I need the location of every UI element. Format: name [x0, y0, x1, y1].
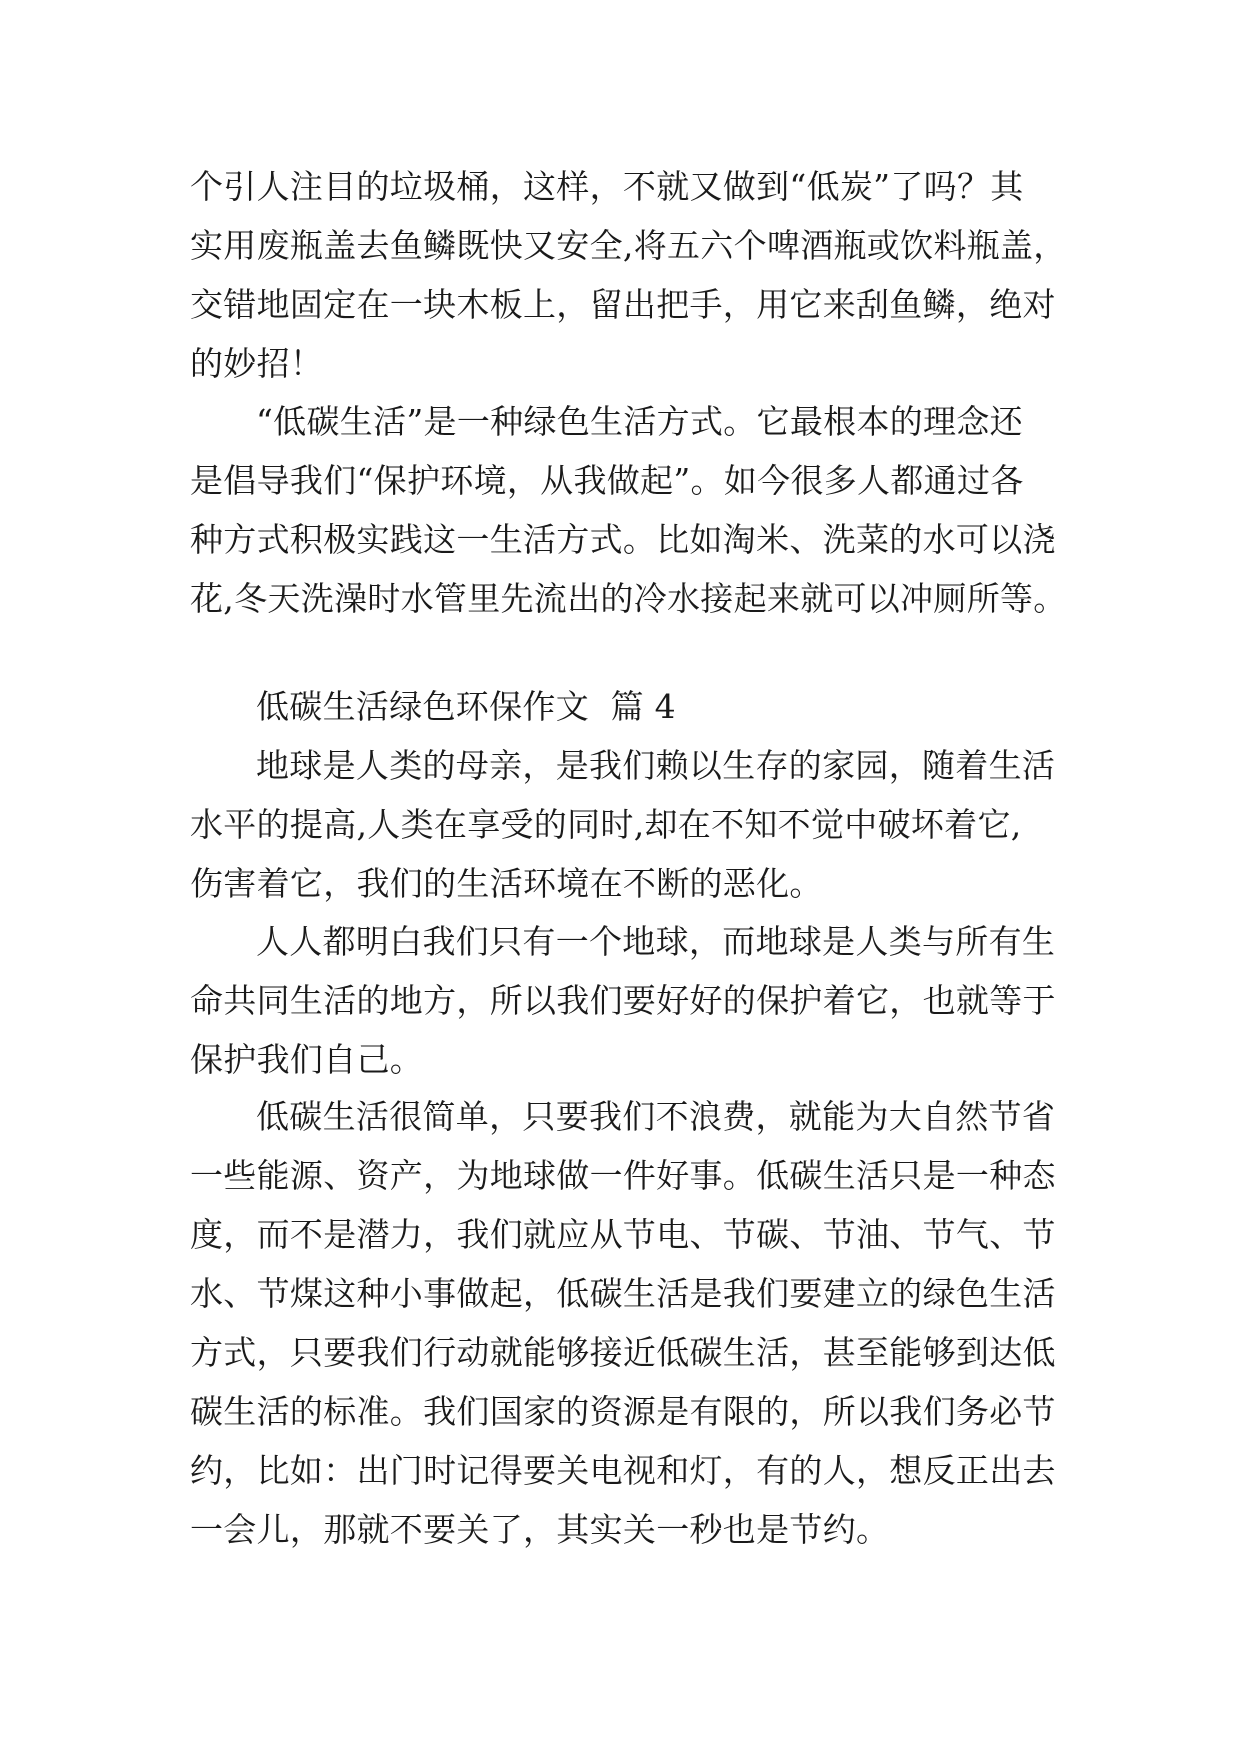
text-line: 水、节煤这种小事做起，低碳生活是我们要建立的绿色生活 [190, 1274, 1056, 1313]
text-line: 人人都明白我们只有一个地球，而地球是人类与所有生 [256, 922, 1056, 961]
text-line: 一些能源、资产，为地球做一件好事。低碳生活只是一种态 [190, 1156, 1056, 1195]
text-line: 种方式积极实践这一生活方式。比如淘米、洗菜的水可以浇 [190, 520, 1056, 559]
text-line: 个引人注目的垃圾桶，这样，不就又做到“低炭”了吗？其 [190, 167, 1024, 206]
text-line: 水平的提高,人类在享受的同时,却在不知不觉中破坏着它, [190, 805, 1022, 844]
text-line: 度，而不是潜力，我们就应从节电、节碳、节油、节气、节 [190, 1215, 1056, 1254]
paragraph [190, 157, 1090, 393]
text-line: 碳生活的标准。我们国家的资源是有限的，所以我们务必节 [190, 1392, 1056, 1431]
text-line: 实用废瓶盖去鱼鳞既快又安全,将五六个啤酒瓶或饮料瓶盖， [190, 226, 1067, 265]
text-line: 的妙招！ [190, 344, 324, 383]
text-line: 命共同生活的地方，所以我们要好好的保护着它，也就等于 [190, 981, 1056, 1020]
text-line: 伤害着它，我们的生活环境在不断的恶化。 [190, 864, 823, 903]
paragraph [190, 392, 1090, 628]
text-line: 花,冬天洗澡时水管里先流出的冷水接起来就可以冲厕所等。 [190, 579, 1067, 618]
text-line: 方式，只要我们行动就能够接近低碳生活，甚至能够到达低 [190, 1333, 1056, 1372]
heading-text: 低碳生活绿色环保作文 篇 4 [256, 687, 676, 726]
text-line: 是倡导我们“保护环境，从我做起”。如今很多人都通过各 [190, 461, 1024, 500]
paragraph [190, 912, 1090, 1089]
text-line: 交错地固定在一块木板上，留出把手，用它来刮鱼鳞，绝对 [190, 285, 1056, 324]
text-line: 低碳生活很简单，只要我们不浪费，就能为大自然节省 [256, 1097, 1056, 1136]
paragraph [190, 736, 1090, 913]
text-line: 约，比如：出门时记得要关电视和灯，有的人，想反正出去 [190, 1451, 1056, 1490]
text-line: 一会儿，那就不要关了，其实关一秒也是节约。 [190, 1510, 890, 1549]
section-heading [190, 677, 1090, 736]
text-line: 地球是人类的母亲，是我们赖以生存的家园，随着生活 [256, 746, 1056, 785]
text-line: 保护我们自己。 [190, 1040, 424, 1079]
paragraph [190, 1087, 1090, 1559]
text-line: “低碳生活”是一种绿色生活方式。它最根本的理念还 [256, 402, 1023, 441]
